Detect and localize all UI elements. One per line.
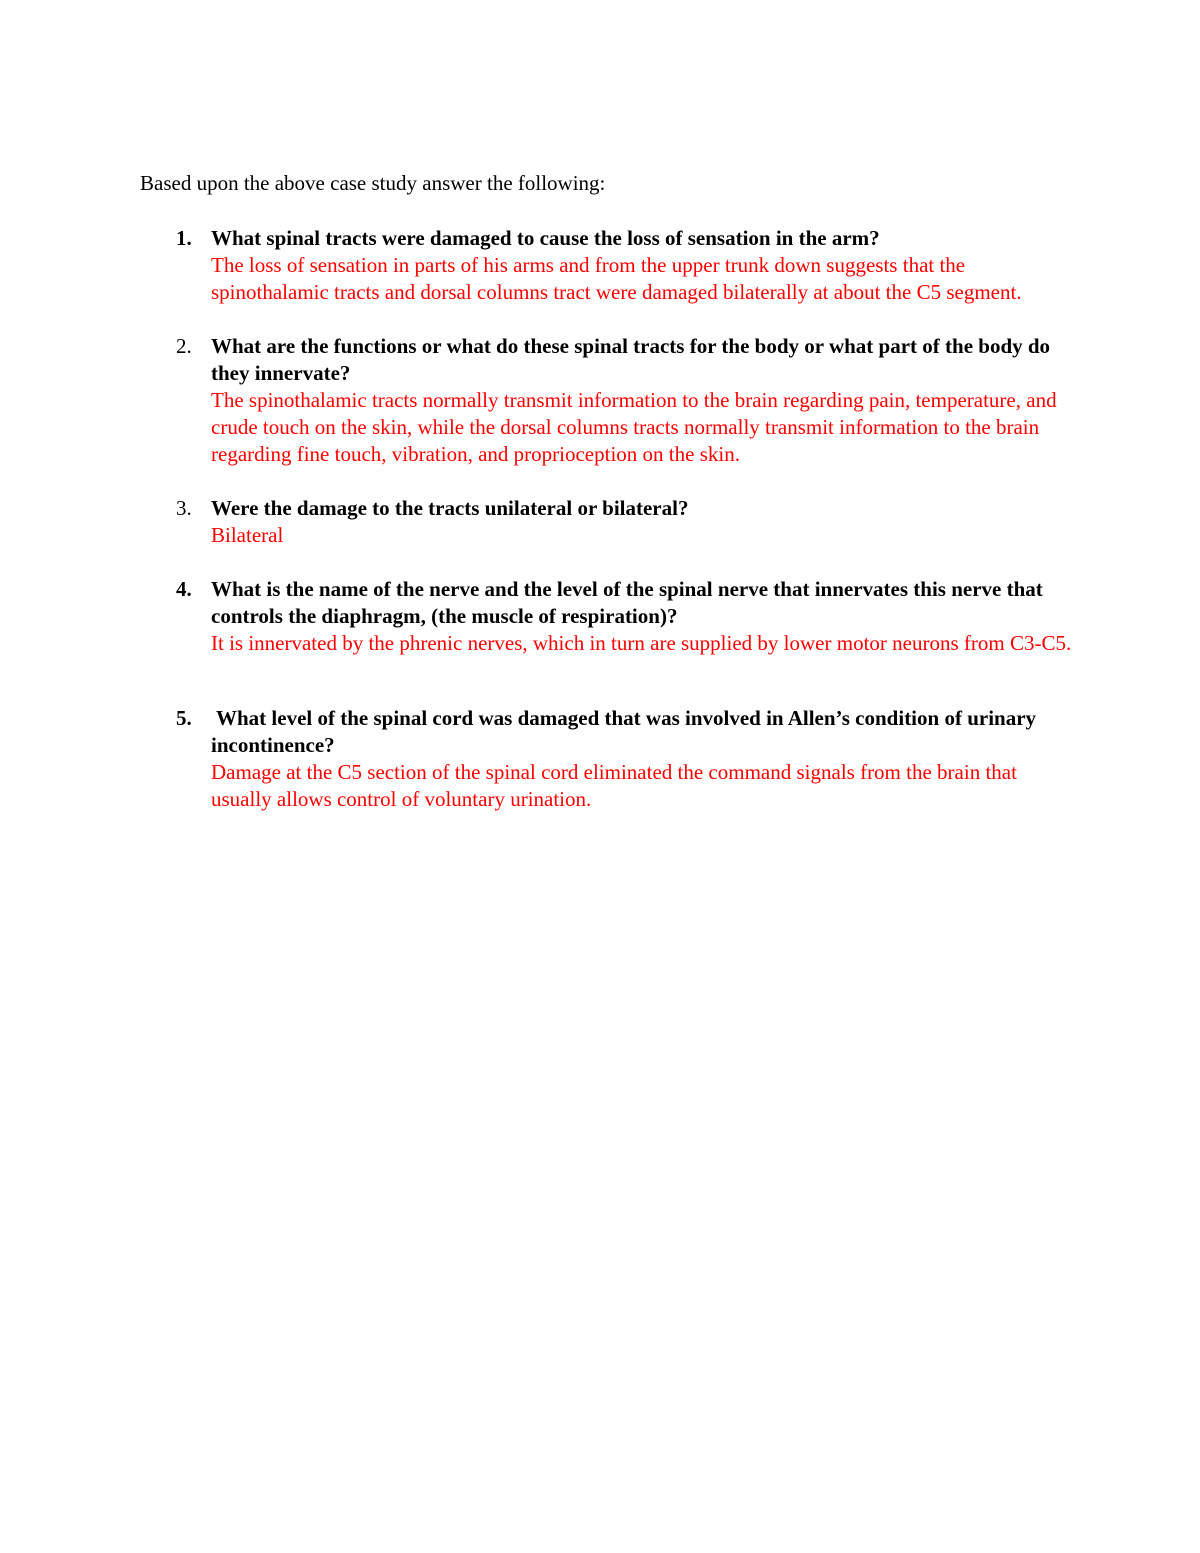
- question-text: Were the damage to the tracts unilateral or bilateral?: [211, 496, 689, 520]
- answer-text: The loss of sensation in parts of his arms and from the upper trunk down suggests that the spinothalamic tracts and dorsal columns tract were damaged bilaterally at about the C5 segment.: [211, 253, 1022, 304]
- question-number: 5.: [176, 706, 192, 730]
- question-body: [211, 705, 1081, 813]
- question-body: [211, 576, 1081, 657]
- question-body: [211, 225, 1081, 306]
- answer-text: It is innervated by the phrenic nerves, which in turn are supplied by lower motor neurons from C3-C5.: [211, 631, 1072, 655]
- question-text: What is the name of the nerve and the level of the spinal nerve that innervates this nerve that controls the diaphragm, (the muscle of respiration)?: [211, 577, 1043, 628]
- question-number: 2.: [176, 334, 192, 358]
- question-number: 1.: [176, 226, 192, 250]
- question-text: What are the functions or what do these spinal tracts for the body or what part of the body do they innervate?: [211, 334, 1051, 385]
- question-number: 3.: [176, 496, 192, 520]
- question-body: [211, 495, 1081, 549]
- question-number: 4.: [176, 577, 192, 601]
- answer-text: The spinothalamic tracts normally transmit information to the brain regarding pain, temperature, and crude touch on the skin, while the dorsal columns tracts normally transmit information to the brain regarding fine touch, vibration, and proprioception on the skin.: [211, 388, 1057, 466]
- question-text: What level of the spinal cord was damaged that was involved in Allen’s condition of urinary incontinence?: [211, 706, 1037, 757]
- answer-text: Bilateral: [211, 523, 284, 547]
- question-text: What spinal tracts were damaged to cause the loss of sensation in the arm?: [211, 226, 880, 250]
- question-body: [211, 333, 1081, 468]
- answer-text: Damage at the C5 section of the spinal cord eliminated the command signals from the brain that usually allows control of voluntary urination.: [211, 760, 1017, 811]
- intro-text: Based upon the above case study answer the following:: [140, 171, 606, 195]
